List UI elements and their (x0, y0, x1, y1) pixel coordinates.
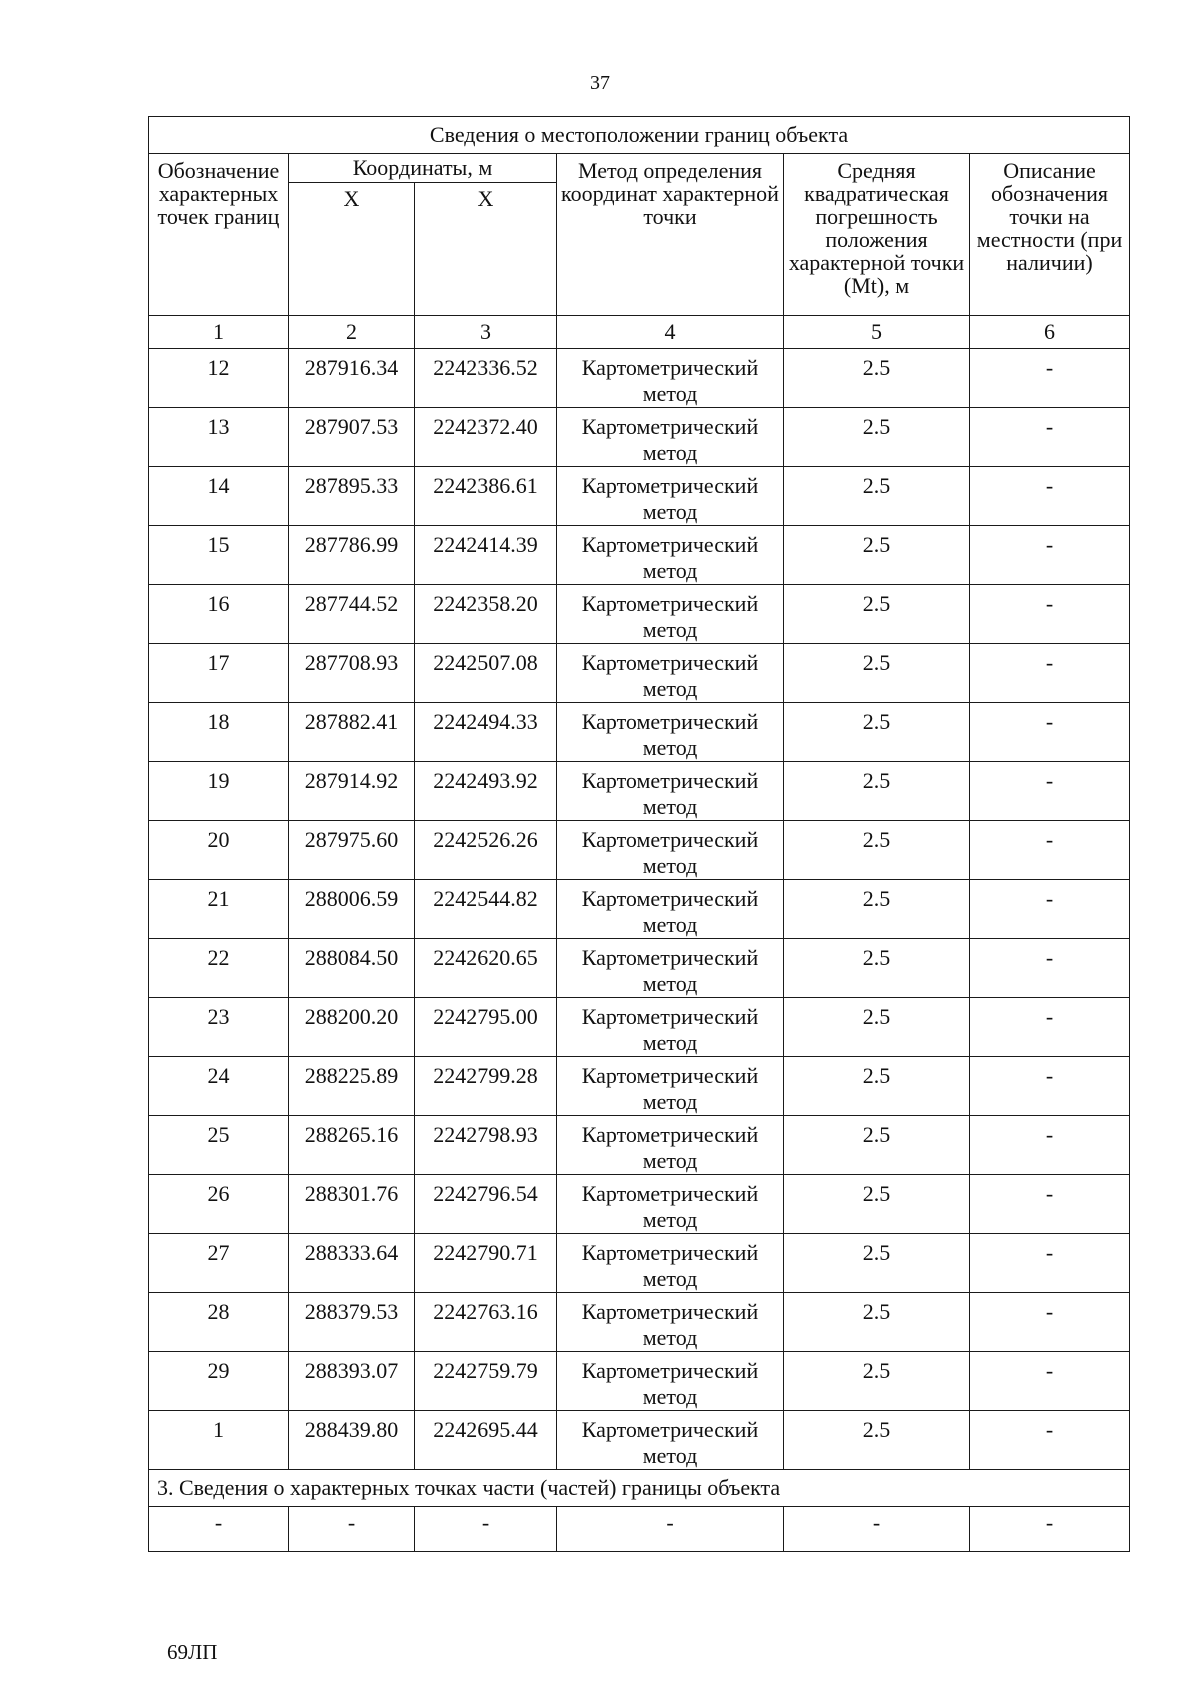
cell-method: Картометрический метод (557, 467, 784, 526)
cell-x2: 2242695.44 (415, 1411, 557, 1470)
cell-x2: 2242620.65 (415, 939, 557, 998)
cell-x1: 288084.50 (289, 939, 415, 998)
cell-method: Картометрический метод (557, 1293, 784, 1352)
cell-description: - (970, 644, 1130, 703)
table-row (149, 1234, 1130, 1293)
cell-error: 2.5 (784, 998, 970, 1057)
table-row (149, 939, 1130, 998)
cell-method: Картометрический метод (557, 408, 784, 467)
cell-method: Картометрический метод (557, 585, 784, 644)
cell-x2: 2242544.82 (415, 880, 557, 939)
cell-description: - (970, 821, 1130, 880)
cell-x1: 288439.80 (289, 1411, 415, 1470)
cell-method: Картометрический метод (557, 880, 784, 939)
cell-point: 13 (149, 408, 289, 467)
cell-point: 15 (149, 526, 289, 585)
cell-method: Картометрический метод (557, 644, 784, 703)
cell-x2: 2242507.08 (415, 644, 557, 703)
cell-point: 18 (149, 703, 289, 762)
cell-point: 25 (149, 1116, 289, 1175)
table-row (149, 1352, 1130, 1411)
cell-x1: 287916.34 (289, 349, 415, 408)
cell-point: 14 (149, 467, 289, 526)
cell-description: - (970, 585, 1130, 644)
cell-x1: 288333.64 (289, 1234, 415, 1293)
cell-x2: 2242798.93 (415, 1116, 557, 1175)
cell-point: 20 (149, 821, 289, 880)
header-designation: Обозначение характерных точек границ (149, 154, 289, 316)
boundary-points-table (148, 116, 1130, 1552)
cell-error: 2.5 (784, 644, 970, 703)
cell-description: - (970, 467, 1130, 526)
cell-point: 24 (149, 1057, 289, 1116)
cell-x1: 288006.59 (289, 880, 415, 939)
table-row (149, 703, 1130, 762)
cell-error: 2.5 (784, 880, 970, 939)
cell-description: - (970, 1234, 1130, 1293)
table-row (149, 1293, 1130, 1352)
table-row (149, 1057, 1130, 1116)
cell-error: 2.5 (784, 526, 970, 585)
column-number: 5 (784, 316, 970, 349)
cell-x2: 2242799.28 (415, 1057, 557, 1116)
cell-x1: 287708.93 (289, 644, 415, 703)
cell-description: - (970, 998, 1130, 1057)
column-number-row (149, 316, 1130, 349)
cell-error: 2.5 (784, 1116, 970, 1175)
cell-description: - (970, 880, 1130, 939)
cell-description: - (970, 408, 1130, 467)
table-row (149, 1116, 1130, 1175)
cell-point: 17 (149, 644, 289, 703)
header-error: Средняя квадратическая погрешность положения характерной точки (Mt), м (784, 154, 970, 316)
table-row (149, 467, 1130, 526)
table-row (149, 880, 1130, 939)
cell-error: 2.5 (784, 408, 970, 467)
page-number: 37 (590, 72, 610, 94)
cell-point: 28 (149, 1293, 289, 1352)
cell-x1: 288200.20 (289, 998, 415, 1057)
cell-description: - (970, 703, 1130, 762)
table-row (149, 585, 1130, 644)
cell-x2: 2242336.52 (415, 349, 557, 408)
cell-method: Картометрический метод (557, 1352, 784, 1411)
table-row (149, 349, 1130, 408)
cell-error: 2.5 (784, 821, 970, 880)
cell-x2: 2242763.16 (415, 1293, 557, 1352)
cell-description: - (970, 1057, 1130, 1116)
cell-x1: 288393.07 (289, 1352, 415, 1411)
cell-x2: 2242493.92 (415, 762, 557, 821)
cell-error: 2.5 (784, 939, 970, 998)
table-row (149, 1411, 1130, 1470)
cell-description: - (970, 526, 1130, 585)
cell-x2: 2242796.54 (415, 1175, 557, 1234)
cell-method: Картометрический метод (557, 1175, 784, 1234)
table-title: Сведения о местоположении границ объекта (149, 117, 1130, 154)
cell-method: Картометрический метод (557, 1057, 784, 1116)
footer-code: 69ЛП (167, 1640, 218, 1664)
cell-method: Картометрический метод (557, 526, 784, 585)
cell-x1: 288265.16 (289, 1116, 415, 1175)
cell-point: 12 (149, 349, 289, 408)
cell-method: Картометрический метод (557, 998, 784, 1057)
table-row (149, 526, 1130, 585)
cell-point: 16 (149, 585, 289, 644)
cell-description: - (970, 1352, 1130, 1411)
cell-x1: 287744.52 (289, 585, 415, 644)
cell-error: 2.5 (784, 1057, 970, 1116)
empty-cell: - (415, 1507, 557, 1552)
cell-point: 21 (149, 880, 289, 939)
cell-description: - (970, 349, 1130, 408)
cell-method: Картометрический метод (557, 762, 784, 821)
cell-x2: 2242358.20 (415, 585, 557, 644)
cell-description: - (970, 1411, 1130, 1470)
cell-description: - (970, 1175, 1130, 1234)
cell-description: - (970, 762, 1130, 821)
cell-error: 2.5 (784, 585, 970, 644)
cell-x1: 288301.76 (289, 1175, 415, 1234)
cell-x1: 287975.60 (289, 821, 415, 880)
cell-method: Картометрический метод (557, 703, 784, 762)
cell-description: - (970, 1293, 1130, 1352)
table-row (149, 762, 1130, 821)
cell-method: Картометрический метод (557, 1411, 784, 1470)
column-number: 6 (970, 316, 1130, 349)
table-row (149, 644, 1130, 703)
cell-method: Картометрический метод (557, 1234, 784, 1293)
empty-cell: - (970, 1507, 1130, 1552)
cell-error: 2.5 (784, 1175, 970, 1234)
cell-error: 2.5 (784, 1293, 970, 1352)
cell-error: 2.5 (784, 349, 970, 408)
cell-error: 2.5 (784, 1234, 970, 1293)
cell-method: Картометрический метод (557, 821, 784, 880)
cell-x1: 288225.89 (289, 1057, 415, 1116)
column-number: 3 (415, 316, 557, 349)
header-coordinates: Координаты, м (289, 154, 557, 183)
cell-error: 2.5 (784, 703, 970, 762)
cell-x2: 2242526.26 (415, 821, 557, 880)
table-row (149, 821, 1130, 880)
cell-method: Картометрический метод (557, 939, 784, 998)
cell-x2: 2242386.61 (415, 467, 557, 526)
cell-point: 19 (149, 762, 289, 821)
cell-x2: 2242494.33 (415, 703, 557, 762)
cell-point: 27 (149, 1234, 289, 1293)
table-row (149, 1175, 1130, 1234)
cell-method: Картометрический метод (557, 349, 784, 408)
empty-cell: - (557, 1507, 784, 1552)
cell-error: 2.5 (784, 762, 970, 821)
empty-cell: - (289, 1507, 415, 1552)
section-title: 3. Сведения о характерных точках части (частей) границы объекта (149, 1470, 1130, 1507)
cell-x2: 2242372.40 (415, 408, 557, 467)
column-number: 4 (557, 316, 784, 349)
cell-x1: 287907.53 (289, 408, 415, 467)
cell-description: - (970, 939, 1130, 998)
cell-error: 2.5 (784, 1352, 970, 1411)
header-x1: X (289, 183, 415, 316)
cell-x1: 288379.53 (289, 1293, 415, 1352)
header-method: Метод определения координат характерной точки (557, 154, 784, 316)
cell-error: 2.5 (784, 1411, 970, 1470)
empty-cell: - (784, 1507, 970, 1552)
cell-x2: 2242414.39 (415, 526, 557, 585)
cell-x1: 287882.41 (289, 703, 415, 762)
column-number: 1 (149, 316, 289, 349)
cell-x1: 287786.99 (289, 526, 415, 585)
cell-x1: 287914.92 (289, 762, 415, 821)
cell-x2: 2242795.00 (415, 998, 557, 1057)
cell-point: 26 (149, 1175, 289, 1234)
cell-x2: 2242759.79 (415, 1352, 557, 1411)
column-number: 2 (289, 316, 415, 349)
cell-point: 23 (149, 998, 289, 1057)
cell-point: 22 (149, 939, 289, 998)
empty-cell: - (149, 1507, 289, 1552)
empty-row (149, 1507, 1130, 1552)
header-x2: X (415, 183, 557, 316)
cell-point: 1 (149, 1411, 289, 1470)
cell-error: 2.5 (784, 467, 970, 526)
cell-x2: 2242790.71 (415, 1234, 557, 1293)
cell-x1: 287895.33 (289, 467, 415, 526)
header-description: Описание обозначения точки на местности (при наличии) (970, 154, 1130, 316)
cell-point: 29 (149, 1352, 289, 1411)
cell-description: - (970, 1116, 1130, 1175)
table-row (149, 408, 1130, 467)
table-row (149, 998, 1130, 1057)
cell-method: Картометрический метод (557, 1116, 784, 1175)
